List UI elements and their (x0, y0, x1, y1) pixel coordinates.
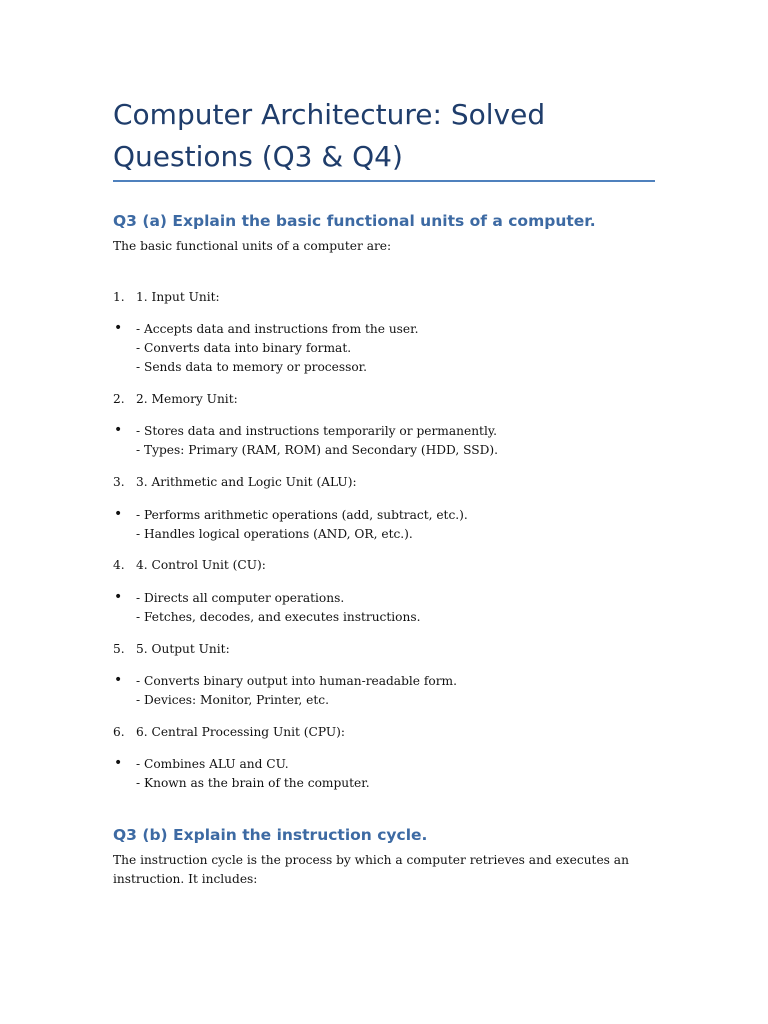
bullet-icon: • (114, 755, 123, 771)
bullet-item (136, 422, 498, 460)
bullet-item (136, 672, 457, 710)
bullet-item (136, 589, 421, 627)
list-number: 1. (113, 290, 125, 304)
bullet-line: - Types: Primary (RAM, ROM) and Secondary (HDD, SSD). (136, 443, 498, 457)
list-number: 2. (113, 392, 125, 406)
list-number: 6. (113, 725, 125, 739)
bullet-line: - Stores data and instructions temporarily or permanently. (136, 424, 497, 438)
bullet-item (136, 320, 419, 377)
list-item-label: 3. Arithmetic and Logic Unit (ALU): (136, 475, 357, 489)
bullet-icon: • (114, 672, 123, 688)
q3b-heading: Q3 (b) Explain the instruction cycle. (113, 826, 428, 844)
list-number: 4. (113, 558, 125, 572)
bullet-line: - Accepts data and instructions from the user. (136, 322, 419, 336)
bullet-line: - Devices: Monitor, Printer, etc. (136, 693, 329, 707)
bullet-icon: • (114, 506, 123, 522)
bullet-icon: • (114, 320, 123, 336)
bullet-line: - Handles logical operations (AND, OR, etc.). (136, 527, 413, 541)
list-item-label: 5. Output Unit: (136, 642, 230, 656)
list-item-label: 4. Control Unit (CU): (136, 558, 266, 572)
bullet-line: - Performs arithmetic operations (add, subtract, etc.). (136, 508, 468, 522)
bullet-line: - Combines ALU and CU. (136, 757, 289, 771)
q3a-intro: The basic functional units of a computer are: (113, 239, 392, 253)
list-item-label: 1. Input Unit: (136, 290, 220, 304)
list-item-label: 6. Central Processing Unit (CPU): (136, 725, 345, 739)
bullet-line: - Fetches, decodes, and executes instructions. (136, 610, 421, 624)
list-number: 3. (113, 475, 125, 489)
bullet-line: - Converts binary output into human-readable form. (136, 674, 457, 688)
bullet-icon: • (114, 422, 123, 438)
q3a-heading: Q3 (a) Explain the basic functional units of a computer. (113, 212, 596, 230)
bullet-line: - Sends data to memory or processor. (136, 360, 368, 374)
list-number: 5. (113, 642, 125, 656)
bullet-item (136, 506, 468, 544)
bullet-item (136, 755, 370, 793)
q3b-intro: The instruction cycle is the process by which a computer retrieves and executes an instruction. It includes: (113, 853, 629, 886)
bullet-line: - Known as the brain of the computer. (136, 776, 370, 790)
title-underline-rule (113, 180, 655, 182)
document-title: Computer Architecture: Solved Questions (Q3 & Q4) (113, 98, 546, 173)
bullet-line: - Converts data into binary format. (136, 341, 352, 355)
list-item-label: 2. Memory Unit: (136, 392, 238, 406)
bullet-icon: • (114, 589, 123, 605)
bullet-line: - Directs all computer operations. (136, 591, 345, 605)
